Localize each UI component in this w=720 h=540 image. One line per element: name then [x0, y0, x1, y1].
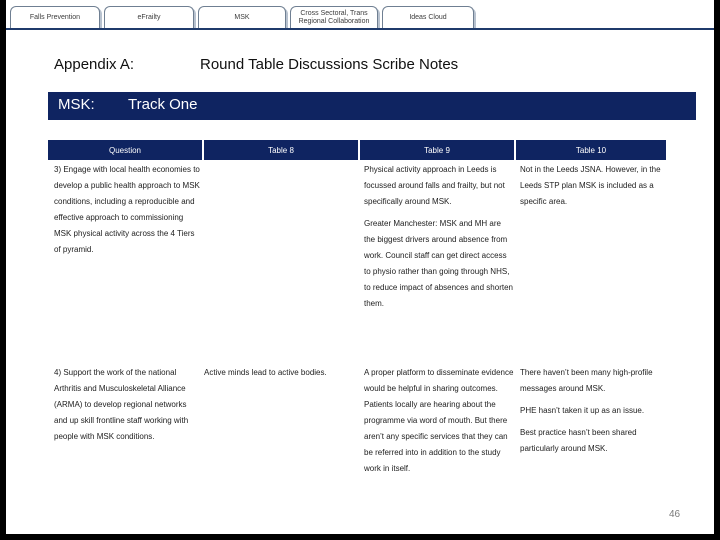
row-2-table-8	[204, 365, 356, 381]
note-text: There haven’t been many high-profile messages around MSK.	[520, 368, 653, 393]
row-2-table-10	[520, 365, 670, 457]
note-text: A proper platform to disseminate evidence would be helpful in sharing outcomes. Patients locally are hearing about the programme via word of mouth. But there aren’t any specific services that they can be referred into in addition to the study work in itself.	[364, 368, 514, 473]
header-table-8: Table 8	[204, 140, 358, 160]
note-text: Greater Manchester: MSK and MH are the biggest drivers around absence from work. Council staff can get direct access to physio rather than going through NHS, to reduce impact of absences and shorten them.	[364, 219, 513, 308]
note-text: PHE hasn’t taken it up as an issue.	[520, 406, 645, 415]
header-question: Question	[48, 140, 202, 160]
tab-falls-prevention[interactable]: Falls Prevention	[10, 6, 100, 28]
row-2-table-9	[364, 365, 514, 477]
row-1-question	[54, 162, 200, 258]
tab-ideas-cloud[interactable]: Ideas Cloud	[382, 6, 474, 28]
section-bar	[48, 92, 696, 120]
header-table-10: Table 10	[516, 140, 666, 160]
tab-cross-sectoral[interactable]: Cross Sectoral, Trans Regional Collaboration	[290, 6, 378, 28]
section-label: MSK:	[58, 96, 95, 113]
tab-msk[interactable]: MSK	[198, 6, 286, 28]
track-label: Track One	[128, 96, 198, 113]
note-text: Active minds lead to active bodies.	[204, 368, 327, 377]
question-text: 3) Engage with local health economies to develop a public health approach to MSK conditions, including a reproducible and effective approach to commissioning MSK physical activity across the 4 Tiers of pyramid.	[54, 165, 200, 254]
page-title: Round Table Discussions Scribe Notes	[200, 56, 459, 73]
note-text: Not in the Leeds JSNA. However, in the Leeds STP plan MSK is included as a specific area.	[520, 165, 661, 206]
page-number: 46	[669, 509, 681, 520]
row-1-table-10	[520, 162, 670, 210]
row-2-question	[54, 365, 200, 445]
row-1-table-9	[364, 162, 514, 312]
tab-efrailty[interactable]: eFrailty	[104, 6, 194, 28]
note-text: Physical activity approach in Leeds is focussed around falls and frailty, but not specifically around MSK.	[364, 165, 505, 206]
question-text: 4) Support the work of the national Arthritis and Musculoskeletal Alliance (ARMA) to develop regional networks and up skill frontline staff working with people with MSK conditions.	[54, 368, 189, 441]
appendix-label: Appendix A:	[54, 56, 135, 73]
header-table-9: Table 9	[360, 140, 514, 160]
tab-underline	[6, 28, 714, 30]
note-text: Best practice hasn’t been shared particularly around MSK.	[520, 428, 637, 453]
